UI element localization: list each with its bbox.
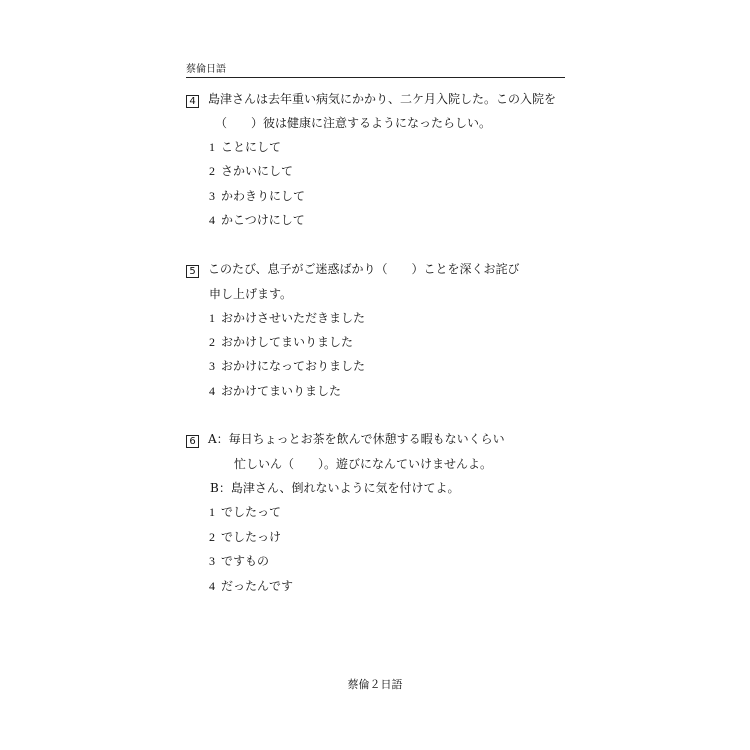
option-number: 3 <box>209 554 215 568</box>
footer-text: 蔡倫２日語 <box>347 678 403 691</box>
question-number-box: 5 <box>186 265 199 278</box>
option-text: ことにして <box>221 140 282 154</box>
question-stem-line <box>186 262 520 278</box>
answer-option[interactable] <box>209 140 281 154</box>
option-number: 4 <box>209 579 215 593</box>
option-text: おかけてまいりました <box>221 384 342 398</box>
option-number: 2 <box>209 530 215 544</box>
question-stem-line <box>186 92 556 108</box>
answer-option[interactable] <box>209 213 305 227</box>
question-text: 申し上げます。 <box>209 287 293 301</box>
header-title: 蔡倫日語 <box>186 64 226 75</box>
page-header <box>186 64 565 78</box>
answer-option[interactable] <box>209 579 293 593</box>
question-text: （ ）彼は健康に注意するようになったらしい。 <box>215 116 492 130</box>
question-text: このたび、息子がご迷惑ばかり（ ）ことを深くお詫び <box>208 262 520 276</box>
question-number-box: 4 <box>186 95 199 108</box>
option-text: さかいにして <box>221 164 294 178</box>
option-number: 3 <box>209 189 215 203</box>
answer-option[interactable] <box>209 554 269 568</box>
option-number: 4 <box>209 384 215 398</box>
option-text: かわきりにして <box>221 189 306 203</box>
answer-option[interactable] <box>209 530 281 544</box>
question-stem-line <box>210 481 460 495</box>
answer-option[interactable] <box>209 335 353 349</box>
option-text: だったんです <box>221 579 294 593</box>
question-number-box: 6 <box>186 435 199 448</box>
option-text: おかけさせいただきました <box>221 311 366 325</box>
question-stem-line <box>186 432 505 448</box>
option-text: かこつけにして <box>221 213 305 227</box>
question-text: B：島津さん、倒れないように気を付けてよ。 <box>210 481 460 495</box>
answer-option[interactable] <box>209 359 365 373</box>
option-number: 2 <box>209 164 215 178</box>
option-text: おかけしてまいりました <box>221 335 354 349</box>
option-number: 1 <box>209 505 215 519</box>
option-number: 1 <box>209 140 215 154</box>
option-text: ですもの <box>221 554 270 568</box>
option-text: おかけになっておりました <box>221 359 366 373</box>
question-stem-line <box>215 116 491 130</box>
option-number: 4 <box>209 213 215 227</box>
page-footer <box>0 678 750 692</box>
answer-option[interactable] <box>209 189 305 203</box>
question-stem-line <box>209 287 292 301</box>
question-stem-line <box>234 457 492 471</box>
option-number: 1 <box>209 311 215 325</box>
option-text: でしたっけ <box>221 530 282 544</box>
answer-option[interactable] <box>209 384 341 398</box>
option-text: でしたって <box>221 505 282 519</box>
question-text: A：毎日ちょっとお茶を飲んで休憩する暇もないくらい <box>208 432 505 446</box>
option-number: 3 <box>209 359 215 373</box>
answer-option[interactable] <box>209 505 281 519</box>
answer-option[interactable] <box>209 311 365 325</box>
option-number: 2 <box>209 335 215 349</box>
question-text: 忙しいん（ ）。遊びになんていけませんよ。 <box>234 457 493 471</box>
question-text: 島津さんは去年重い病気にかかり、二ケ月入院した。この入院を <box>208 92 557 106</box>
answer-option[interactable] <box>209 164 293 178</box>
